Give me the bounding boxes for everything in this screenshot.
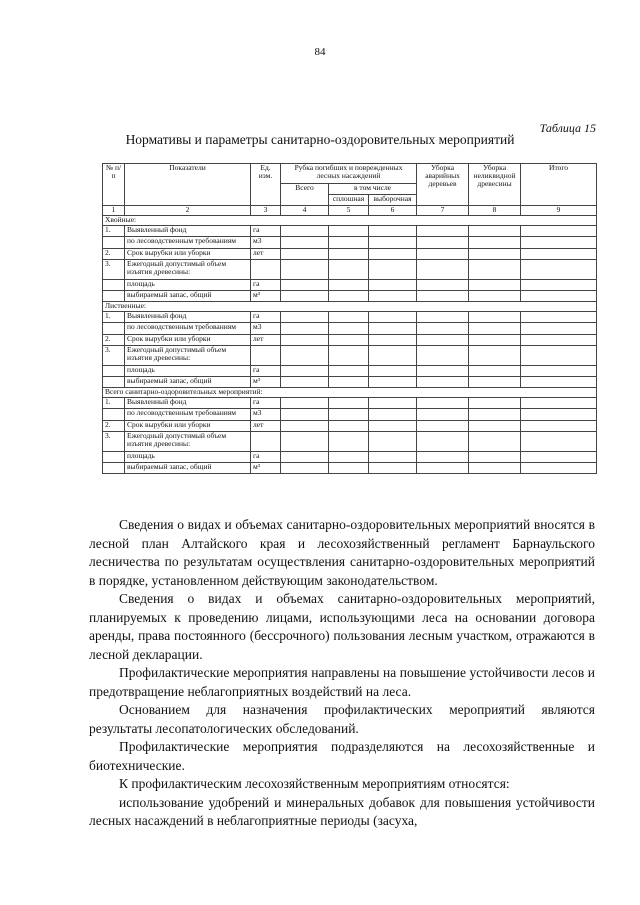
empty-cell <box>369 323 417 335</box>
row-indicator: площадь <box>125 280 251 291</box>
empty-cell <box>521 280 597 291</box>
row-number: 3. <box>103 432 125 452</box>
paragraph: использование удобрений и минеральных добавок для повышения устойчивости лесных насаждений в неблагоприятные периоды (засуха, <box>89 794 595 828</box>
empty-cell <box>329 409 369 421</box>
column-number: 9 <box>521 206 597 216</box>
document-title: Нормативы и параметры санитарно-оздоровительных мероприятий <box>125 132 515 147</box>
empty-cell <box>417 398 469 409</box>
empty-cell <box>329 249 369 260</box>
body-text <box>89 516 595 831</box>
row-number <box>103 409 125 421</box>
row-unit: лет <box>251 421 281 432</box>
header-felling: Рубка погибших и поврежденных лесных насаждений <box>281 164 417 184</box>
empty-cell <box>281 291 329 302</box>
empty-cell <box>369 237 417 249</box>
empty-cell <box>417 291 469 302</box>
table-row <box>103 421 597 432</box>
empty-cell <box>521 452 597 463</box>
row-number: 2. <box>103 249 125 260</box>
table-row <box>103 463 597 474</box>
empty-cell <box>369 463 417 474</box>
row-unit <box>251 432 281 452</box>
empty-cell <box>369 377 417 388</box>
column-number: 1 <box>103 206 125 216</box>
empty-cell <box>369 249 417 260</box>
empty-cell <box>417 249 469 260</box>
empty-cell <box>417 377 469 388</box>
row-number <box>103 280 125 291</box>
empty-cell <box>417 260 469 280</box>
empty-cell <box>521 226 597 237</box>
table-row <box>103 398 597 409</box>
norms-table-container <box>102 163 596 474</box>
column-number: 8 <box>469 206 521 216</box>
empty-cell <box>281 280 329 291</box>
empty-cell <box>281 421 329 432</box>
empty-cell <box>369 312 417 323</box>
row-unit: га <box>251 452 281 463</box>
column-number: 2 <box>125 206 251 216</box>
row-number <box>103 452 125 463</box>
header-result: Итого <box>521 164 597 206</box>
header-selective-felling: выборочная <box>369 195 417 206</box>
table-row <box>103 377 597 388</box>
row-number <box>103 237 125 249</box>
table-row <box>103 249 597 260</box>
column-number: 3 <box>251 206 281 216</box>
header-indicator: Показатели <box>125 164 251 206</box>
row-indicator: Выявленный фонд <box>125 398 251 409</box>
empty-cell <box>329 280 369 291</box>
empty-cell <box>469 463 521 474</box>
empty-cell <box>329 452 369 463</box>
table-row <box>103 409 597 421</box>
empty-cell <box>369 421 417 432</box>
row-unit: га <box>251 226 281 237</box>
empty-cell <box>469 421 521 432</box>
empty-cell <box>521 249 597 260</box>
header-num: № п/п <box>103 164 125 206</box>
empty-cell <box>469 398 521 409</box>
page-number: 84 <box>314 46 326 58</box>
row-indicator: Ежегодный допустимый объем изъятия древесины: <box>125 346 251 366</box>
row-number: 1. <box>103 226 125 237</box>
empty-cell <box>281 249 329 260</box>
row-unit: га <box>251 366 281 377</box>
empty-cell <box>369 291 417 302</box>
empty-cell <box>469 377 521 388</box>
section-title: Хвойные: <box>103 216 597 226</box>
row-indicator: по лесоводственным требованиям <box>125 237 251 249</box>
empty-cell <box>469 280 521 291</box>
empty-cell <box>329 312 369 323</box>
row-number: 2. <box>103 421 125 432</box>
empty-cell <box>417 323 469 335</box>
table-row <box>103 237 597 249</box>
row-indicator: выбираемый запас, общий <box>125 377 251 388</box>
row-unit: м3 <box>251 237 281 249</box>
paragraph: Сведения о видах и объемах санитарно-оздоровительных мероприятий, планируемых к проведению лицами, использующими леса на основании договора аренды, права постоянного (бессрочного) пользования лесным участком, отражаются в лесной декларации. <box>89 591 595 662</box>
row-number: 3. <box>103 260 125 280</box>
paragraph: Профилактические мероприятия подразделяются на лесохозяйственные и биотехнические. <box>89 739 595 773</box>
empty-cell <box>521 463 597 474</box>
empty-cell <box>417 226 469 237</box>
section-row <box>103 302 597 312</box>
row-number <box>103 366 125 377</box>
table-caption: Таблица 15 <box>539 121 596 135</box>
empty-cell <box>469 452 521 463</box>
empty-cell <box>469 260 521 280</box>
column-number: 5 <box>329 206 369 216</box>
empty-cell <box>369 335 417 346</box>
empty-cell <box>469 432 521 452</box>
empty-cell <box>329 346 369 366</box>
header-windfall: Уборка аварийных деревьев <box>417 164 469 206</box>
table-row <box>103 346 597 366</box>
empty-cell <box>369 366 417 377</box>
empty-cell <box>281 335 329 346</box>
empty-cell <box>521 398 597 409</box>
empty-cell <box>521 335 597 346</box>
row-indicator: Срок вырубки или уборки <box>125 421 251 432</box>
empty-cell <box>329 377 369 388</box>
row-unit: м³ <box>251 463 281 474</box>
empty-cell <box>281 409 329 421</box>
empty-cell <box>417 335 469 346</box>
table-row <box>103 335 597 346</box>
empty-cell <box>329 366 369 377</box>
row-unit: лет <box>251 335 281 346</box>
empty-cell <box>417 346 469 366</box>
empty-cell <box>417 421 469 432</box>
row-unit: га <box>251 398 281 409</box>
header-clear-felling: сплошная <box>329 195 369 206</box>
empty-cell <box>417 366 469 377</box>
empty-cell <box>281 463 329 474</box>
column-number-row <box>103 206 597 216</box>
row-indicator: Выявленный фонд <box>125 226 251 237</box>
row-indicator: Срок вырубки или уборки <box>125 249 251 260</box>
empty-cell <box>369 432 417 452</box>
empty-cell <box>281 237 329 249</box>
empty-cell <box>521 237 597 249</box>
empty-cell <box>281 226 329 237</box>
row-unit: м3 <box>251 409 281 421</box>
row-indicator: Ежегодный допустимый объем изъятия древесины: <box>125 260 251 280</box>
empty-cell <box>521 432 597 452</box>
row-number <box>103 323 125 335</box>
row-unit: м³ <box>251 291 281 302</box>
column-number: 6 <box>369 206 417 216</box>
empty-cell <box>329 463 369 474</box>
header-nonliquid: Уборка неликвидной древесины <box>469 164 521 206</box>
row-number <box>103 377 125 388</box>
row-unit: м³ <box>251 377 281 388</box>
empty-cell <box>281 398 329 409</box>
table-row <box>103 323 597 335</box>
empty-cell <box>521 323 597 335</box>
empty-cell <box>521 291 597 302</box>
empty-cell <box>469 346 521 366</box>
empty-cell <box>281 452 329 463</box>
row-unit <box>251 346 281 366</box>
empty-cell <box>329 237 369 249</box>
row-number <box>103 291 125 302</box>
row-indicator: по лесоводственным требованиям <box>125 323 251 335</box>
row-indicator: по лесоводственным требованиям <box>125 409 251 421</box>
section-title: Всего санитарно-оздоровительных мероприятий: <box>103 388 597 398</box>
empty-cell <box>329 291 369 302</box>
empty-cell <box>369 398 417 409</box>
row-unit: м3 <box>251 323 281 335</box>
empty-cell <box>469 335 521 346</box>
row-indicator: площадь <box>125 366 251 377</box>
section-row <box>103 388 597 398</box>
row-indicator: Ежегодный допустимый объем изъятия древесины: <box>125 432 251 452</box>
row-unit: га <box>251 280 281 291</box>
empty-cell <box>369 260 417 280</box>
empty-cell <box>417 237 469 249</box>
empty-cell <box>329 226 369 237</box>
empty-cell <box>469 323 521 335</box>
row-number: 1. <box>103 312 125 323</box>
table-row <box>103 432 597 452</box>
empty-cell <box>281 346 329 366</box>
table-row <box>103 280 597 291</box>
row-number: 2. <box>103 335 125 346</box>
paragraph: Сведения о видах и объемах санитарно-оздоровительных мероприятий вносятся в лесной план Алтайского края и лесохозяйственный регламент Барнаульского лесничества по результатам осуществления санитарно-оздоровительных мероприятий в порядке, установленном действующим законодательством. <box>89 517 595 588</box>
empty-cell <box>281 366 329 377</box>
empty-cell <box>369 346 417 366</box>
table-row <box>103 260 597 280</box>
empty-cell <box>329 432 369 452</box>
empty-cell <box>281 312 329 323</box>
header-unit: Ед. изм. <box>251 164 281 206</box>
empty-cell <box>329 335 369 346</box>
empty-cell <box>281 260 329 280</box>
empty-cell <box>369 280 417 291</box>
empty-cell <box>329 398 369 409</box>
empty-cell <box>521 377 597 388</box>
empty-cell <box>281 323 329 335</box>
paragraph: Профилактические мероприятия направлены на повышение устойчивости лесов и предотвращение неблагоприятных воздействий на леса. <box>89 665 595 699</box>
empty-cell <box>329 421 369 432</box>
row-indicator: выбираемый запас, общий <box>125 463 251 474</box>
empty-cell <box>469 226 521 237</box>
empty-cell <box>469 409 521 421</box>
row-number: 3. <box>103 346 125 366</box>
empty-cell <box>469 312 521 323</box>
empty-cell <box>329 323 369 335</box>
empty-cell <box>521 421 597 432</box>
empty-cell <box>369 226 417 237</box>
row-indicator: выбираемый запас, общий <box>125 291 251 302</box>
paragraph: Основанием для назначения профилактических мероприятий являются результаты лесопатологических обследований. <box>89 702 595 736</box>
row-indicator: Срок вырубки или уборки <box>125 335 251 346</box>
header-total: Всего <box>281 184 329 206</box>
table-row <box>103 366 597 377</box>
norms-table <box>102 163 597 474</box>
table-row <box>103 452 597 463</box>
paragraph: К профилактическим лесохозяйственным мероприятиям относятся: <box>119 776 510 791</box>
empty-cell <box>281 432 329 452</box>
section-title: Лиственные: <box>103 302 597 312</box>
empty-cell <box>417 280 469 291</box>
empty-cell <box>521 260 597 280</box>
empty-cell <box>369 409 417 421</box>
empty-cell <box>417 432 469 452</box>
empty-cell <box>417 409 469 421</box>
header-including: в том числе <box>329 184 417 195</box>
empty-cell <box>417 463 469 474</box>
table-row <box>103 312 597 323</box>
column-number: 4 <box>281 206 329 216</box>
section-row <box>103 216 597 226</box>
row-indicator: Выявленный фонд <box>125 312 251 323</box>
row-unit: га <box>251 312 281 323</box>
empty-cell <box>417 312 469 323</box>
table-row <box>103 291 597 302</box>
empty-cell <box>469 366 521 377</box>
table-row <box>103 226 597 237</box>
empty-cell <box>469 249 521 260</box>
row-number <box>103 463 125 474</box>
empty-cell <box>469 291 521 302</box>
row-number: 1. <box>103 398 125 409</box>
empty-cell <box>329 260 369 280</box>
empty-cell <box>281 377 329 388</box>
empty-cell <box>417 452 469 463</box>
empty-cell <box>521 312 597 323</box>
empty-cell <box>469 237 521 249</box>
empty-cell <box>521 346 597 366</box>
row-unit <box>251 260 281 280</box>
column-number: 7 <box>417 206 469 216</box>
row-unit: лет <box>251 249 281 260</box>
empty-cell <box>521 366 597 377</box>
empty-cell <box>521 409 597 421</box>
empty-cell <box>369 452 417 463</box>
row-indicator: площадь <box>125 452 251 463</box>
